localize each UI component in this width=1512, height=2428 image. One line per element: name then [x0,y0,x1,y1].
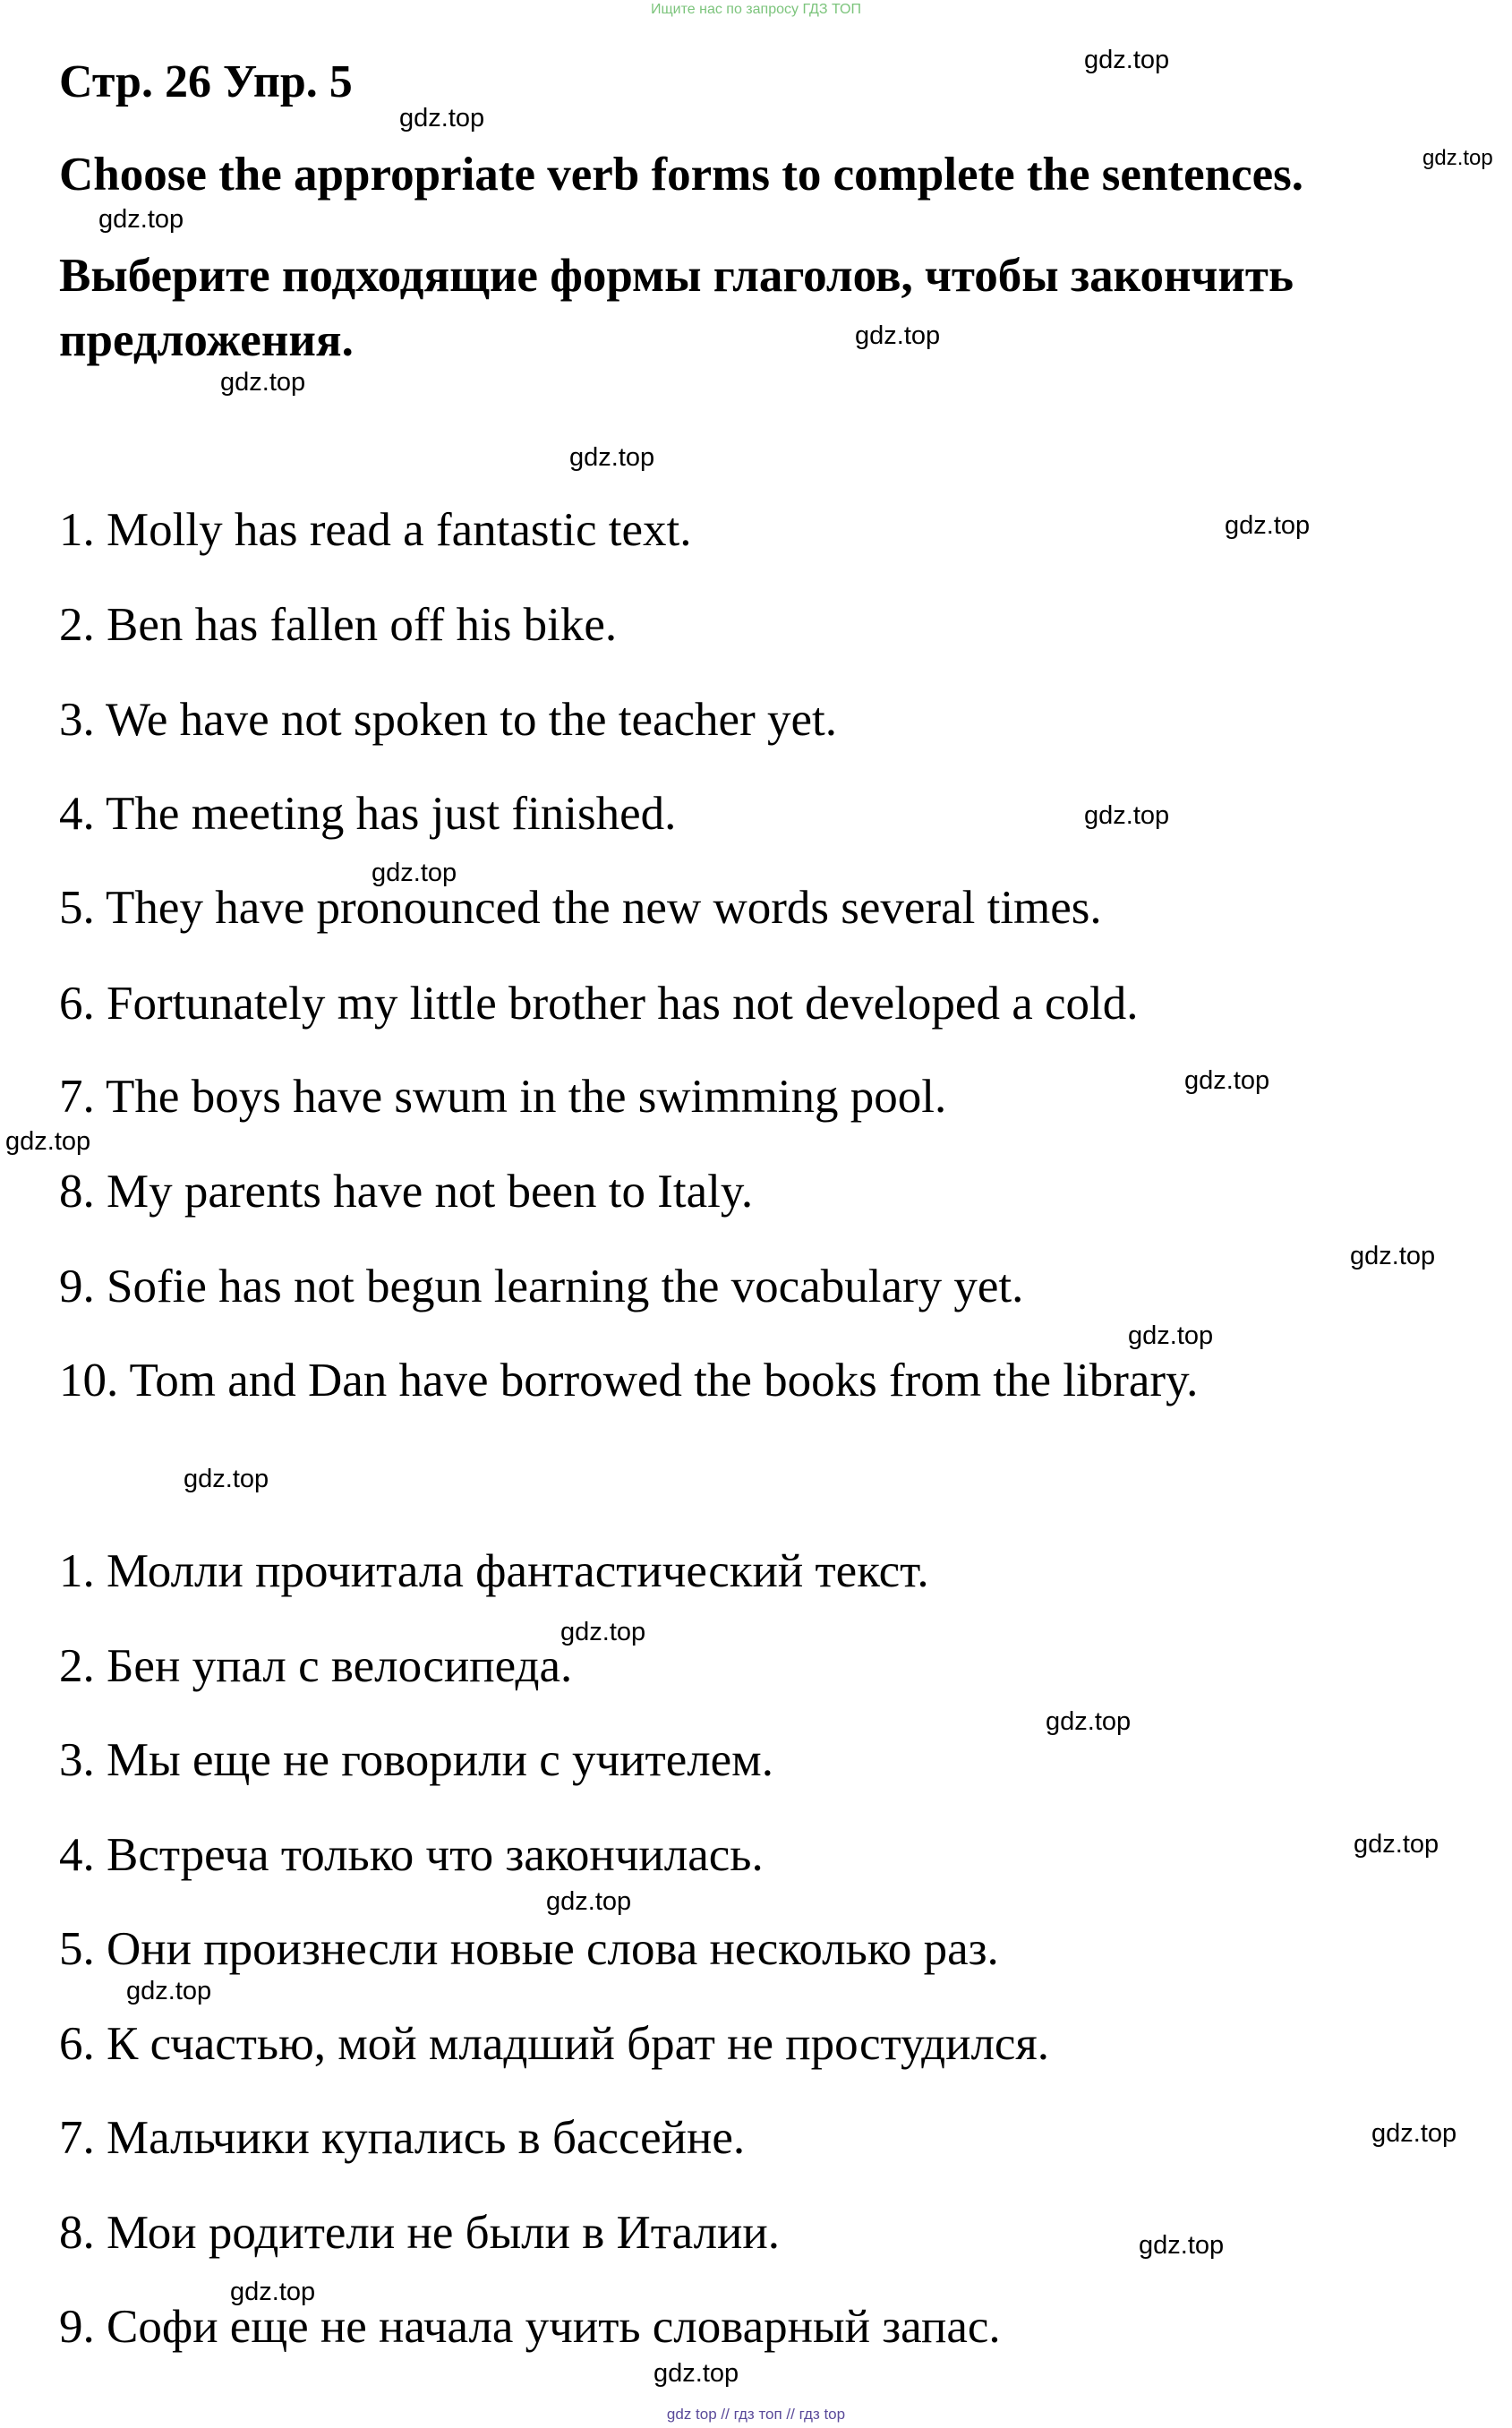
watermark: gdz.top [855,321,941,350]
watermark: gdz.top [220,368,306,397]
russian-sentence-9: 9. Софи еще не начала учить словарный запас. [59,2301,1001,2353]
russian-sentence-8: 8. Мои родители не были в Италии. [59,2207,781,2259]
watermark: gdz.top [399,104,485,133]
watermark: gdz.top [1422,146,1493,170]
english-sentence-4: 4. The meeting has just finished. [59,788,677,840]
watermark: gdz.top [184,1465,269,1493]
watermark: gdz.top [372,859,457,887]
watermark: gdz.top [1128,1321,1214,1350]
watermark: gdz.top [653,2359,739,2388]
watermark: gdz.top [546,1887,632,1916]
english-sentence-5: 5. They have pronounced the new words several times. [59,882,1102,934]
task-instruction-english: Choose the appropriate verb forms to complete the sentences. [59,149,1304,201]
watermark: gdz.top [5,1127,91,1156]
english-sentence-7: 7. The boys have swum in the swimming pool. [59,1071,947,1123]
russian-sentence-6: 6. К счастью, мой младший брат не простудился. [59,2018,1050,2070]
watermark: gdz.top [1184,1066,1270,1095]
watermark: gdz.top [569,443,655,472]
english-sentence-9: 9. Sofie has not begun learning the vocabulary yet. [59,1261,1024,1312]
task-instruction-russian: Выберите подходящие формы глаголов, чтобы закончить предложения. [59,250,1294,366]
watermark: gdz.top [1084,46,1170,74]
russian-sentence-1: 1. Молли прочитала фантастический текст. [59,1545,929,1597]
watermark: gdz.top [1046,1707,1132,1736]
english-sentence-10: 10. Tom and Dan have borrowed the books from the library. [59,1355,1199,1406]
russian-sentence-4: 4. Встреча только что закончилась. [59,1829,764,1881]
english-sentence-3: 3. We have not spoken to the teacher yet. [59,694,837,746]
english-sentence-1: 1. Molly has read a fantastic text. [59,504,692,556]
english-sentence-6: 6. Fortunately my little brother has not developed a cold. [59,978,1139,1030]
watermark: gdz.top [1350,1242,1436,1270]
english-sentence-2: 2. Ben has fallen off his bike. [59,599,618,651]
english-sentence-8: 8. My parents have not been to Italy. [59,1166,754,1218]
page-title: Стр. 26 Упр. 5 [59,56,353,107]
watermark: gdz.top [560,1618,646,1646]
watermark: gdz.top [1371,2119,1457,2148]
watermark: gdz.top [230,2278,316,2306]
top-banner: Ищите нас по запросу ГДЗ ТОП [651,2,861,17]
watermark: gdz.top [1354,1830,1439,1859]
footer-watermark: gdz top // гдз топ // гдз top [666,2406,846,2423]
watermark: gdz.top [126,1977,212,2005]
watermark: gdz.top [98,205,184,234]
watermark: gdz.top [1139,2231,1225,2260]
russian-sentence-3: 3. Мы еще не говорили с учителем. [59,1734,773,1786]
russian-sentence-5: 5. Они произнесли новые слова несколько раз. [59,1923,999,1975]
russian-sentence-2: 2. Бен упал с велосипеда. [59,1640,573,1692]
russian-sentence-7: 7. Мальчики купались в бассейне. [59,2112,746,2164]
watermark: gdz.top [1225,511,1311,540]
watermark: gdz.top [1084,801,1170,830]
